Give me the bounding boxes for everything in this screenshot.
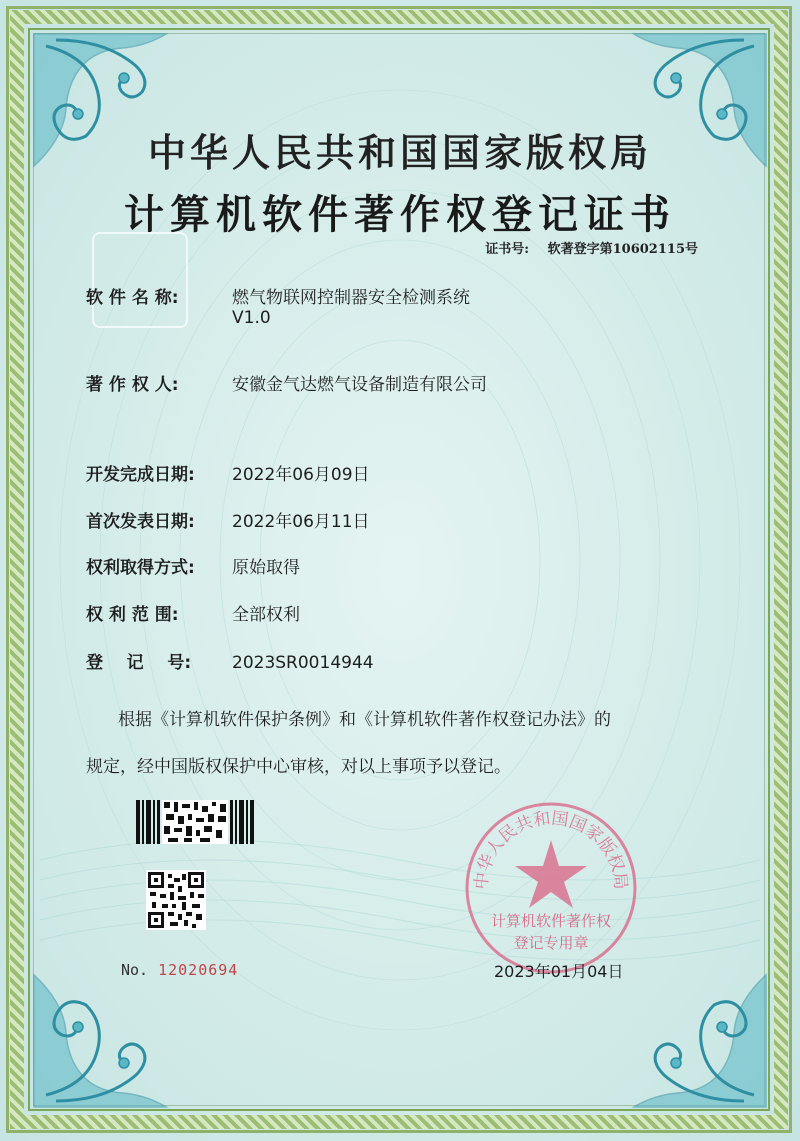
- dev-date-value: 2022年06月09日: [232, 465, 370, 485]
- acquire-label: 权利取得方式:: [86, 558, 195, 578]
- scope-label: 权 利 范 围:: [86, 605, 179, 625]
- reg-no-label: 登 记 号:: [86, 653, 192, 673]
- owner-label: 著 作 权 人:: [86, 375, 179, 395]
- seal-arc-text: 中华人民共和国国家版权局: [471, 808, 631, 891]
- owner-value: 安徽金气达燃气设备制造有限公司: [232, 375, 487, 395]
- barcode-icon: [136, 800, 258, 844]
- corner-ornament-bottom-left: [26, 965, 176, 1115]
- statement-line-1: 根据《计算机软件保护条例》和《计算机软件著作权登记办法》的: [118, 710, 611, 730]
- certificate-number-label: 证书号:: [485, 242, 530, 257]
- certificate-number: [485, 238, 698, 257]
- reg-no-row: [86, 648, 374, 673]
- software-version: V1.0: [232, 308, 271, 328]
- software-name-value: 燃气物联网控制器安全检测系统: [232, 288, 470, 308]
- software-name-label: 软 件 名 称:: [86, 288, 179, 308]
- corner-ornament-bottom-right: [624, 965, 774, 1115]
- scope-value: 全部权利: [232, 605, 300, 625]
- serial-number-value: 12020694: [158, 961, 239, 979]
- serial-number: [121, 961, 238, 979]
- seal-line-2: 登记专用章: [513, 934, 589, 952]
- certificate-title: 计算机软件著作权登记证书: [124, 191, 676, 238]
- issue-date: 2023年01月04日: [494, 962, 624, 981]
- acquire-value: 原始取得: [232, 558, 300, 578]
- seal-line-1: 计算机软件著作权: [490, 912, 611, 930]
- owner-row: [86, 370, 487, 395]
- serial-number-label: No.: [121, 961, 149, 979]
- dev-date-label: 开发完成日期:: [86, 465, 195, 485]
- software-name-row: [86, 283, 470, 328]
- reg-no-value: 2023SR0014944: [232, 653, 374, 673]
- pub-date-row: [86, 507, 370, 532]
- pub-date-value: 2022年06月11日: [232, 512, 370, 532]
- authority-title: 中华人民共和国国家版权局: [147, 130, 652, 175]
- scope-row: [86, 600, 300, 625]
- dev-date-row: [86, 460, 370, 485]
- acquire-row: [86, 553, 300, 578]
- certificate-number-value: 软著登字第10602115号: [547, 242, 698, 257]
- qr-code-icon: [146, 870, 206, 930]
- pub-date-label: 首次发表日期:: [86, 512, 195, 532]
- statement-line-2: 规定，经中国版权保护中心审核，对以上事项予以登记。: [86, 757, 511, 777]
